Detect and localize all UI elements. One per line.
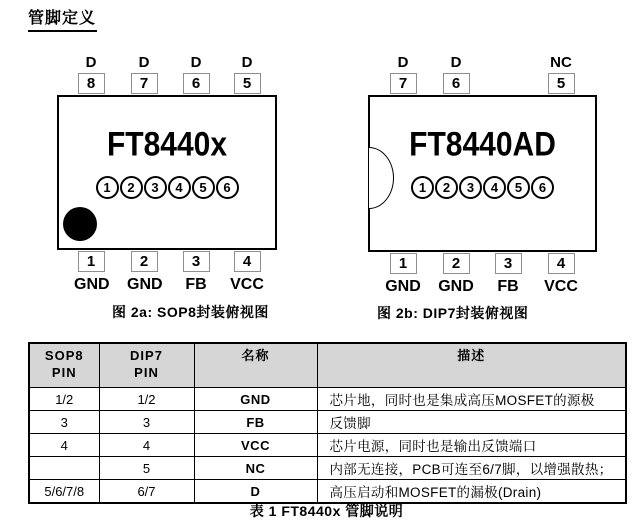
dip7-top-pin-7 (385, 54, 421, 94)
cell-pin-name: D (194, 480, 317, 504)
pin-number-box: 3 (495, 253, 522, 274)
pad-circle: 2 (435, 176, 458, 199)
pin-description-table (28, 342, 627, 504)
pin-number-box: 1 (78, 251, 105, 272)
pin-number-box: 1 (390, 253, 417, 274)
pin-number-box: 2 (131, 251, 158, 272)
pad-circle: 6 (216, 176, 239, 199)
sop8-bottom-pin-3 (179, 251, 213, 294)
sop8-bottom-pin-2 (127, 251, 161, 294)
page-title: 管脚定义 (28, 5, 97, 32)
header-description: 描述 (317, 343, 626, 388)
dip7-chip-body (368, 95, 597, 252)
pad-circle: 3 (144, 176, 167, 199)
header-name: 名称 (194, 343, 317, 388)
cell-pin-name: NC (194, 457, 317, 480)
table-row (29, 457, 626, 480)
pad-circle: 6 (531, 176, 554, 199)
pin-function-label: VCC (544, 278, 578, 295)
pad-circle: 3 (459, 176, 482, 199)
sop8-chip-name: FT8440x (106, 125, 228, 164)
sop8-chip-body (57, 95, 277, 250)
dip7-bottom-pin-3 (490, 253, 526, 296)
dip7-top-pin-6 (438, 54, 474, 94)
cell-sop8-pin: 5/6/7/8 (29, 480, 99, 504)
cell-sop8-pin: 4 (29, 434, 99, 457)
pin-function-label: NC (550, 54, 572, 71)
cell-dip7-pin: 4 (99, 434, 194, 457)
cell-sop8-pin: 3 (29, 411, 99, 434)
cell-pin-description: 高压启动和MOSFET的漏极(Drain) (317, 480, 626, 504)
pin-function-label: GND (127, 276, 163, 293)
sop8-bottom-pin-4 (230, 251, 264, 294)
pin-function-label: D (85, 54, 97, 71)
header-line: PIN (51, 365, 77, 380)
dip7-bottom-pin-1 (385, 253, 421, 296)
pin-number-box: 6 (183, 73, 210, 94)
cell-pin-description: 反馈脚 (317, 411, 626, 434)
pad-circle: 1 (411, 176, 434, 199)
cell-pin-name: FB (194, 411, 317, 434)
header-line: PIN (134, 365, 159, 380)
sop8-figure-caption: 图 2a: SOP8封装俯视图 (112, 304, 269, 320)
pin-function-label: FB (497, 278, 519, 295)
sop8-internal-pads (59, 176, 275, 199)
pin-function-label: D (138, 54, 150, 71)
pad-circle: 5 (507, 176, 530, 199)
table-row (29, 411, 626, 434)
pad-circle: 1 (96, 176, 119, 199)
table-row (29, 434, 626, 457)
table-header-row (29, 343, 626, 388)
pin-number-box: 7 (131, 73, 158, 94)
cell-sop8-pin: 1/2 (29, 388, 99, 411)
pin-function-label: VCC (230, 276, 264, 293)
sop8-top-pin-7 (127, 54, 161, 94)
pin1-indicator-dot (63, 207, 97, 241)
pad-circle: 5 (192, 176, 215, 199)
header-line: SOP8 (44, 348, 84, 363)
dip7-top-pin-5 (543, 54, 579, 94)
cell-dip7-pin: 6/7 (99, 480, 194, 504)
header-line: DIP7 (130, 348, 163, 363)
table-row (29, 480, 626, 504)
pin-number-box: 6 (443, 73, 470, 94)
pin-function-label: D (190, 54, 202, 71)
header-dip7-pin (99, 343, 194, 388)
pin-function-label: GND (385, 278, 421, 295)
pin-number-box: 4 (234, 251, 261, 272)
pin-number-box: 7 (390, 73, 417, 94)
pad-circle: 4 (483, 176, 506, 199)
pin-function-label: D (450, 54, 462, 71)
pin-number-box: 2 (443, 253, 470, 274)
sop8-top-pin-8 (74, 54, 108, 94)
table-caption: 表 1 FT8440x 管脚说明 (249, 503, 404, 519)
pad-circle: 2 (120, 176, 143, 199)
pin-function-label: GND (74, 276, 110, 293)
pad-circle: 4 (168, 176, 191, 199)
cell-pin-name: VCC (194, 434, 317, 457)
sop8-top-pin-6 (179, 54, 213, 94)
pin-function-label: FB (185, 276, 207, 293)
pin-number-box: 5 (548, 73, 575, 94)
cell-pin-description: 芯片电源，同时也是输出反馈端口 (317, 434, 626, 457)
pin-function-label: D (241, 54, 253, 71)
dip7-figure-caption: 图 2b: DIP7封装俯视图 (377, 305, 529, 321)
dip7-chip-name: FT8440AD (409, 125, 556, 164)
cell-pin-description: 芯片地，同时也是集成高压MOSFET的源极 (317, 388, 626, 411)
cell-dip7-pin: 1/2 (99, 388, 194, 411)
dip7-bottom-pin-4 (543, 253, 579, 296)
pin-function-label: D (397, 54, 409, 71)
pin-number-box: 3 (183, 251, 210, 272)
header-sop8-pin (29, 343, 99, 388)
cell-pin-name: GND (194, 388, 317, 411)
pin-number-box: 8 (78, 73, 105, 94)
sop8-top-pin-5 (230, 54, 264, 94)
dip7-internal-pads (370, 176, 595, 199)
cell-sop8-pin (29, 457, 99, 480)
cell-dip7-pin: 3 (99, 411, 194, 434)
dip7-bottom-pin-2 (438, 253, 474, 296)
sop8-bottom-pin-1 (74, 251, 108, 294)
pin-number-box: 5 (234, 73, 261, 94)
table-row (29, 388, 626, 411)
pin-number-box: 4 (548, 253, 575, 274)
pin-function-label: GND (438, 278, 474, 295)
cell-pin-description: 内部无连接，PCB可连至6/7脚，以增强散热； (317, 457, 626, 480)
cell-dip7-pin: 5 (99, 457, 194, 480)
